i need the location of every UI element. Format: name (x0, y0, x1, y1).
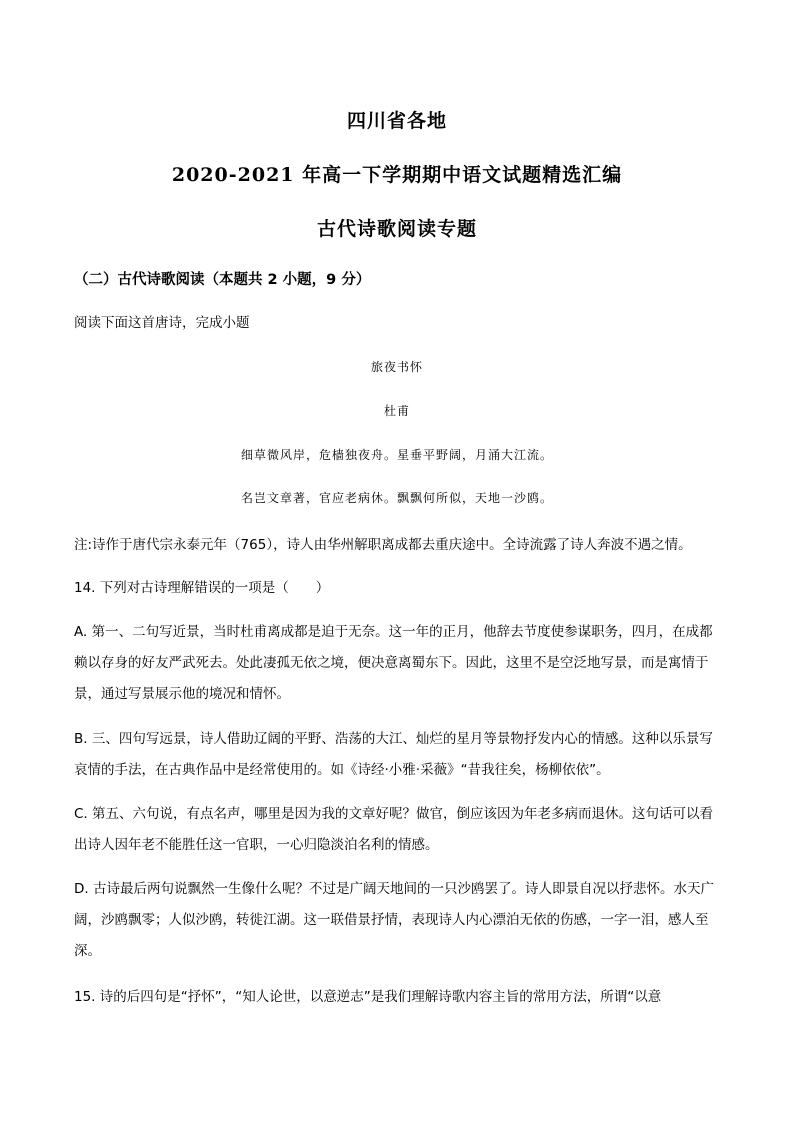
question-15-stem: 15. 诗的后四句是“抒怀”，“知人论世，以意逆志”是我们理解诗歌内容主旨的常用方法，所谓“以意 (74, 989, 662, 1005)
poem-title: 旅夜书怀 (370, 360, 423, 374)
poem-line-1: 细草微风岸，危樯独夜舟。星垂平野阔，月涌大江流。 (240, 448, 553, 462)
poem-author: 杜甫 (383, 404, 410, 418)
question-14-option-d: D. 古诗最后两句说飘然一生像什么呢？不过是广阔天地间的一只沙鸥罢了。诗人即景自况以抒悲怀。水天广阔，沙鸥飘零；人似沙鸥，转徙江湖。这一联借景抒情，表现诗人内心漂泊无依的伤感，一字一泪，感人至深。 (74, 881, 714, 959)
question-14-option-b: B. 三、四句写远景，诗人借助辽阔的平野、浩荡的大江、灿烂的星月等景物抒发内心的情感。这种以乐景写哀情的手法，在古典作品中是经常使用的。如《诗经·小雅·采薇》“昔我往矣，杨柳依依”。 (74, 731, 713, 778)
reading-instruction: 阅读下面这首唐诗，完成小题 (74, 315, 250, 331)
question-14-stem: 14. 下列对古诗理解错误的一项是（ ） (74, 580, 330, 596)
section-heading: （二）古代诗歌阅读（本题共 2 小题，9 分） (74, 272, 371, 288)
poem-line-2: 名岂文章著，官应老病休。飘飘何所似，天地一沙鸥。 (240, 491, 553, 505)
doc-title-exam: 2020-2021 年高一下学期期中语文试题精选汇编 (171, 164, 623, 186)
question-14-option-c: C. 第五、六句说，有点名声，哪里是因为我的文章好呢？做官，倒应该因为年老多病而退休。这句话可以看出诗人因年老不能胜任这一官职，一心归隐淡泊名利的情感。 (74, 806, 714, 853)
question-14-option-a: A. 第一、二句写近景，当时杜甫离成都是迫于无奈。这一年的正月，他辞去节度使参谋职务，四月，在成都赖以存身的好友严武死去。处此凄孤无依之境，便决意离蜀东下。因此，这里不是空泛地写景，而是寓情于景，通过写景展示他的境况和情怀。 (74, 624, 713, 702)
doc-title-topic: 古代诗歌阅读专题 (316, 218, 477, 240)
doc-title-region: 四川省各地 (346, 110, 447, 132)
poem-note: 注:诗作于唐代宗永泰元年（765），诗人由华州解职离成都去重庆途中。全诗流露了诗人奔波不遇之情。 (74, 537, 692, 553)
